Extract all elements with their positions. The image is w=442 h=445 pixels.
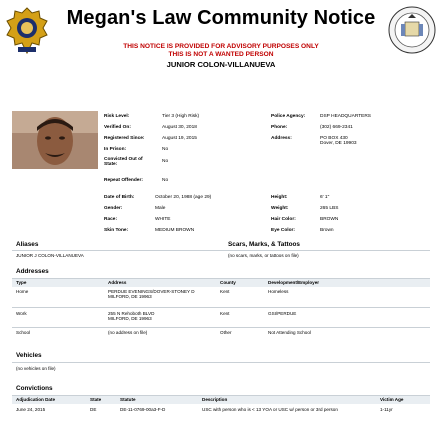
scars-heading: Scars, Marks, & Tattoos <box>228 241 300 248</box>
col-state: State <box>90 397 102 402</box>
repeat-offender-label: Repeat Offender: <box>104 178 143 183</box>
conviction-state: DE <box>90 407 97 412</box>
address-value: 255 N Rehoboth BLVD MILFORD, DE 19963 <box>108 311 155 322</box>
aliases-value: JUNIOR J COLON-VILLANUEVA <box>16 253 84 258</box>
col-victim-age: Victim Age <box>380 397 404 402</box>
skin-tone-label: Skin Tone: <box>104 228 129 233</box>
in-prison-label: In Prison: <box>104 147 127 152</box>
phone-label: Phone: <box>271 125 288 130</box>
table-row <box>12 287 430 307</box>
col-statute: Statute <box>120 397 136 402</box>
table-row <box>12 309 430 327</box>
address-value: PERDUE EVENINGS/DOVER-STONEY D MILFORD, DE 19963 <box>108 289 195 300</box>
dob-label: Date of Birth: <box>104 195 135 200</box>
scars-value: (no scars, marks, or tattoos on file) <box>228 253 299 258</box>
registered-since-label: Registered Since: <box>104 136 145 141</box>
col-employer: Development/Employer <box>268 280 320 285</box>
repeat-offender-value: No <box>162 178 169 183</box>
hair-color-label: Hair Color: <box>271 217 296 222</box>
weight-value: 265 LBS <box>320 206 339 211</box>
col-county: County <box>220 280 236 285</box>
not-wanted-notice: THIS IS NOT A WANTED PERSON <box>168 51 274 58</box>
page-title: Megan's Law Community Notice <box>66 7 376 29</box>
eye-color-value: Brown <box>320 228 334 233</box>
verified-on-label: Verified On: <box>104 125 131 130</box>
address-employer: Homeless <box>268 289 289 294</box>
dob-value: October 20, 1988 (age 29) <box>155 195 212 200</box>
addresses-table-header <box>12 279 430 287</box>
race-value: WHITE <box>155 217 171 222</box>
address-type: Home <box>16 289 29 294</box>
offender-photo <box>12 111 98 169</box>
subject-name: JUNIOR COLON-VILLANUEVA <box>166 60 276 69</box>
in-prison-value: No <box>162 147 169 152</box>
aliases-heading: Aliases <box>16 241 39 248</box>
conviction-date: June 24, 2015 <box>16 407 46 412</box>
gender-label: Gender: <box>104 206 123 211</box>
conviction-victim-age: 1-11yr <box>380 407 393 412</box>
address-type: School <box>16 330 31 335</box>
table-row <box>12 328 430 338</box>
vehicles-value: (no vehicles on file) <box>16 366 56 371</box>
convictions-table-header <box>12 396 430 404</box>
height-value: 6' 1" <box>320 195 330 200</box>
convicted-out-of-state-label: Convicted Out of State: <box>104 157 143 168</box>
table-row <box>12 405 430 425</box>
address-county: Kent <box>220 311 230 316</box>
addresses-heading: Addresses <box>16 268 49 275</box>
convictions-heading: Convictions <box>16 385 53 392</box>
address-employer: GSI/PERDUE <box>268 311 297 316</box>
convicted-out-of-state-value: No <box>162 159 169 164</box>
height-label: Height: <box>271 195 288 200</box>
address-county: Other <box>220 330 232 335</box>
agency-address-value: PO BOX 430 Dover, DE 19903 <box>320 136 357 147</box>
hair-color-value: BROWN <box>320 217 339 222</box>
eye-color-label: Eye Color: <box>271 228 295 233</box>
agency-address-label: Address: <box>271 136 292 141</box>
state-seal-logo <box>388 6 436 54</box>
risk-level-value: Tier 3 (High Risk) <box>162 114 200 119</box>
address-value: (no address on file) <box>108 330 148 335</box>
conviction-description: USC with person who is < 13 YOA or USC w/ person or 3rd person <box>202 407 338 412</box>
phone-value: (302) 669-2341 <box>320 125 353 130</box>
conviction-statute: DE-11-0769-00a3-F-D <box>120 407 166 412</box>
vehicles-heading: Vehicles <box>16 352 42 359</box>
verified-on-value: August 30, 2018 <box>162 125 197 130</box>
col-type: Type <box>16 280 27 285</box>
address-county: Kent <box>220 289 230 294</box>
col-address: Address <box>108 280 127 285</box>
registered-since-value: August 19, 2015 <box>162 136 197 141</box>
weight-label: Weight: <box>271 206 289 211</box>
advisory-notice: THIS NOTICE IS PROVIDED FOR ADVISORY PURPOSES ONLY <box>123 43 319 50</box>
risk-level-label: Risk Level: <box>104 114 130 119</box>
col-adjudication-date: Adjudication Date <box>16 397 56 402</box>
gender-value: Male <box>155 206 166 211</box>
col-description: Description <box>202 397 228 402</box>
address-type: Work <box>16 311 27 316</box>
skin-tone-value: MEDIUM BROWN <box>155 228 195 233</box>
race-label: Race: <box>104 217 118 222</box>
address-employer: Not Attending School <box>268 330 311 335</box>
police-agency-value: DSP HEADQUARTERS <box>320 114 372 119</box>
police-agency-label: Police Agency: <box>271 114 306 119</box>
